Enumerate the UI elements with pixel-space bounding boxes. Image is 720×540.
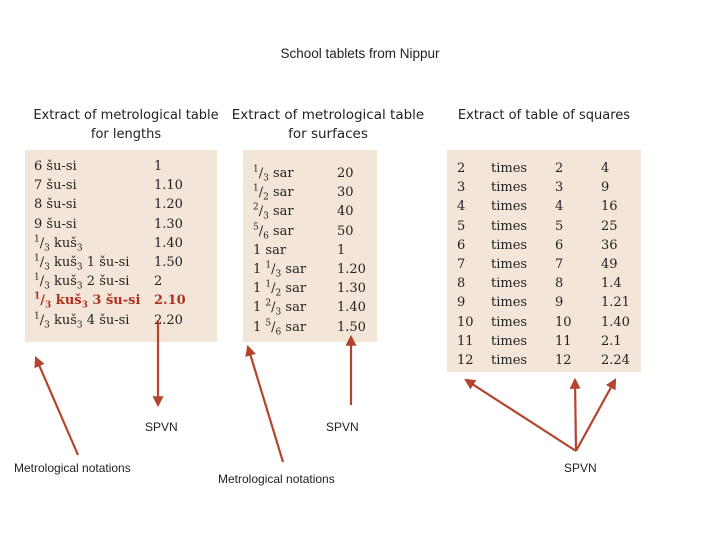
lengths-value-cell: 2.10: [154, 293, 186, 309]
squares-square-cell: 4: [601, 161, 610, 176]
surfaces-unit-cell: 1 sar: [253, 242, 287, 258]
squares-n-cell: 5: [457, 218, 466, 234]
squares-times-cell: times: [491, 333, 528, 349]
squares-n-cell: 4: [457, 199, 466, 215]
squares-square-cell: 1.4: [601, 276, 622, 292]
arrow-squares-2: [575, 380, 576, 451]
label-spvn-surfaces: SPVN: [326, 420, 359, 434]
surfaces-value-cell: 1.30: [337, 281, 366, 297]
squares-m-cell: 4: [555, 199, 564, 215]
header-squares: Extract of table of squares: [457, 108, 631, 123]
arrow-squares-1: [466, 380, 576, 451]
surfaces-unit-cell: 1 $^5/_6$ sar: [253, 318, 307, 338]
squares-m-cell: 12: [555, 352, 572, 368]
lengths-unit-cell: $^1/_3$ kuš$_3$: [34, 234, 83, 254]
lengths-unit-cell: 8 šu-si: [34, 197, 77, 213]
arrow-metro-center: [248, 347, 283, 462]
squares-times-cell: times: [491, 180, 528, 196]
squares-times-cell: times: [491, 352, 528, 368]
lengths-value-cell: 1.50: [154, 254, 183, 270]
squares-n-cell: 3: [457, 180, 466, 196]
label-spvn-squares: SPVN: [564, 461, 597, 475]
squares-times-cell: times: [491, 199, 528, 215]
lengths-unit-cell: 6 šu-si: [34, 159, 77, 174]
squares-n-cell: 9: [457, 295, 466, 311]
surfaces-value-cell: 1.50: [337, 319, 366, 335]
lengths-unit-cell: $^1/_3$ kuš$_3$ 4 šu-si: [34, 311, 130, 331]
surfaces-value-cell: 40: [337, 204, 354, 220]
squares-times-cell: times: [491, 218, 528, 234]
lengths-value-cell: 1.20: [154, 197, 183, 213]
squares-square-cell: 49: [601, 256, 618, 272]
squares-square-cell: 16: [601, 199, 618, 215]
squares-m-cell: 3: [555, 180, 564, 196]
squares-m-cell: 7: [555, 256, 564, 272]
label-spvn-lengths: SPVN: [145, 420, 178, 434]
surfaces-value-cell: 20: [337, 166, 354, 181]
surfaces-unit-cell: 1 $^2/_3$ sar: [253, 298, 307, 318]
lengths-unit-cell: 9 šu-si: [34, 216, 77, 232]
surfaces-value-cell: 30: [337, 185, 354, 201]
surfaces-value-cell: 1: [337, 242, 346, 258]
surfaces-unit-cell: 1 $^1/_2$ sar: [253, 279, 307, 299]
squares-m-cell: 6: [555, 237, 564, 253]
lengths-value-cell: 2: [154, 274, 163, 290]
squares-m-cell: 10: [555, 314, 572, 330]
lengths-value-cell: 1.30: [154, 216, 183, 232]
page-title: School tablets from Nippur: [280, 46, 440, 61]
squares-n-cell: 6: [457, 237, 466, 253]
squares-n-cell: 7: [457, 256, 466, 272]
surfaces-unit-cell: $^5/_6$ sar: [253, 222, 294, 242]
squares-n-cell: 8: [457, 276, 466, 292]
squares-n-cell: 2: [457, 161, 466, 176]
squares-n-cell: 10: [457, 314, 474, 330]
squares-square-cell: 2.1: [601, 333, 622, 349]
squares-times-cell: times: [491, 161, 528, 176]
surfaces-unit-cell: $^1/_2$ sar: [253, 183, 294, 203]
header-surfaces: Extract of metrological table for surfaces: [231, 107, 425, 142]
label-metrological-left: Metrological notations: [14, 461, 131, 475]
squares-m-cell: 8: [555, 276, 564, 292]
squares-m-cell: 9: [555, 295, 564, 311]
surfaces-value-cell: 50: [337, 223, 354, 239]
lengths-value-cell: 1: [154, 159, 163, 174]
squares-square-cell: 1.21: [601, 295, 630, 311]
label-metrological-center: Metrological notations: [218, 472, 335, 486]
lengths-value-cell: 2.20: [154, 312, 183, 328]
squares-times-cell: times: [491, 295, 528, 311]
lengths-unit-cell: $^1/_3$ kuš$_3$ 2 šu-si: [34, 272, 130, 292]
surfaces-unit-cell: 1 $^1/_3$ sar: [253, 260, 307, 280]
squares-times-cell: times: [491, 314, 528, 330]
surfaces-unit-cell: $^1/_3$ sar: [253, 164, 294, 184]
squares-times-cell: times: [491, 237, 528, 253]
squares-m-cell: 5: [555, 218, 564, 234]
lengths-unit-cell: $^1/_3$ kuš$_3$ 1 šu-si: [34, 253, 130, 273]
lengths-unit-cell: 7 šu-si: [34, 178, 77, 194]
arrow-metro-left: [36, 358, 78, 455]
squares-n-cell: 12: [457, 352, 474, 368]
squares-square-cell: 9: [601, 180, 610, 196]
squares-square-cell: 25: [601, 218, 618, 234]
surfaces-unit-cell: $^2/_3$ sar: [253, 203, 294, 222]
squares-m-cell: 2: [555, 161, 564, 176]
squares-n-cell: 11: [457, 333, 474, 349]
squares-m-cell: 11: [555, 333, 572, 349]
squares-times-cell: times: [491, 276, 528, 292]
lengths-value-cell: 1.10: [154, 178, 183, 194]
surfaces-value-cell: 1.20: [337, 261, 366, 277]
lengths-unit-cell: $^1/_3$ kuš$_3$ 3 šu-si: [34, 291, 141, 311]
squares-square-cell: 36: [601, 237, 618, 253]
arrow-squares-3: [576, 380, 615, 451]
header-lengths: Extract of metrological table for lengths: [33, 108, 219, 142]
squares-square-cell: 2.24: [601, 352, 630, 368]
squares-square-cell: 1.40: [601, 314, 630, 330]
squares-times-cell: times: [491, 256, 528, 272]
surfaces-value-cell: 1.40: [337, 300, 366, 316]
lengths-value-cell: 1.40: [154, 235, 183, 251]
